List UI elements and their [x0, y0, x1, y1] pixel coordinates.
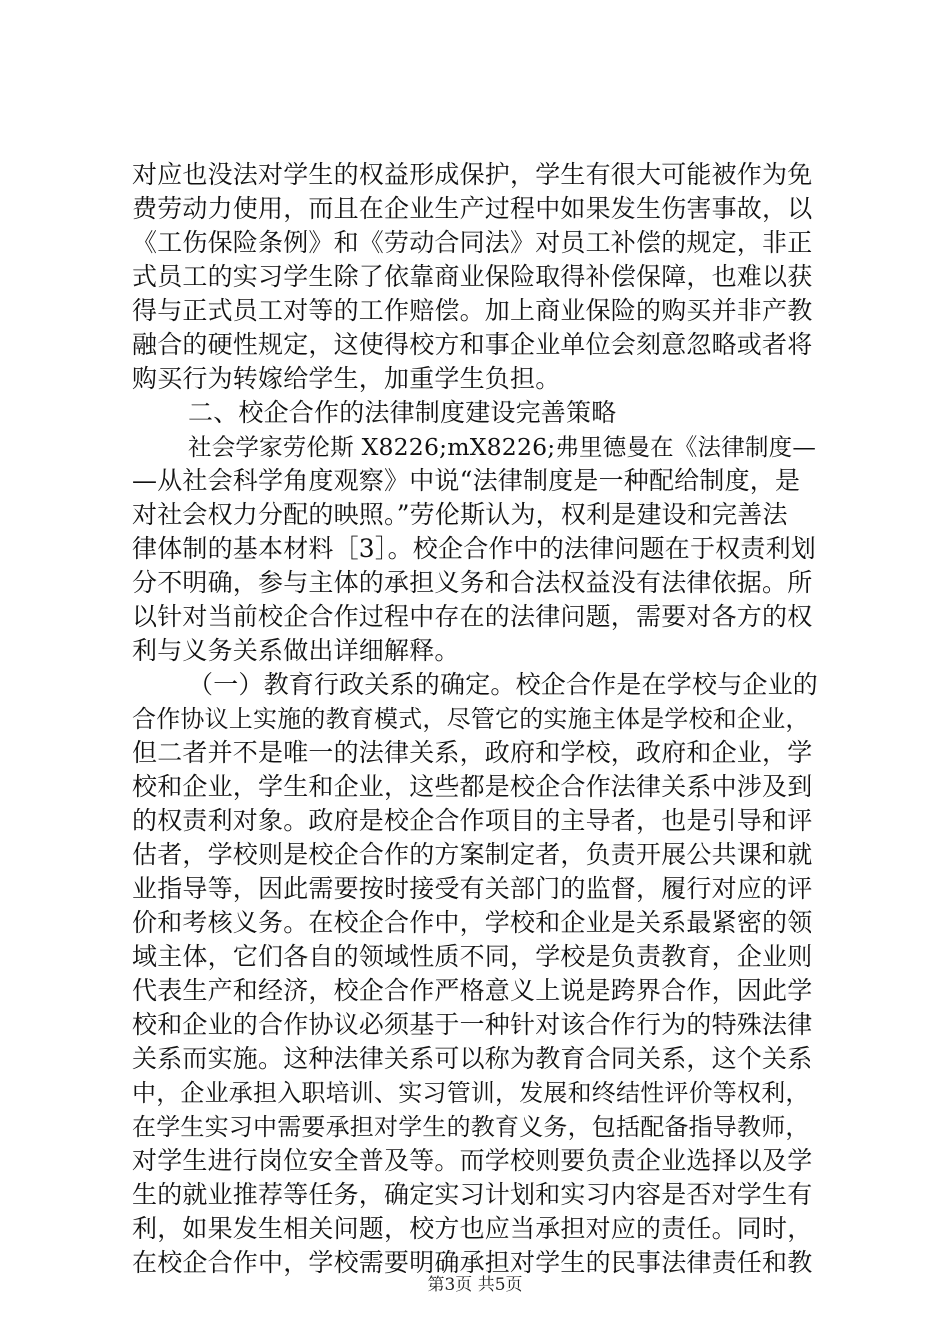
page-footer: 第3页 共5页 — [427, 1275, 523, 1295]
text-line: 《工伤保险条例》和《劳动合同法》对员工补偿的规定，非正 — [132, 228, 813, 257]
text-line: 律体制的基本材料［3］。校企合作中的法律问题在于权责利划 — [132, 534, 817, 563]
text-line: 价和考核义务。在校企合作中，学校和企业是关系最紧密的领 — [132, 908, 813, 937]
text-line: 利与义务关系做出详细解释。 — [132, 636, 460, 665]
text-line: 域主体，它们各自的领域性质不同，学校是负责教育，企业则 — [132, 942, 813, 971]
text-line: 生的就业推荐等任务，确定实习计划和实习内容是否对学生有 — [132, 1180, 813, 1209]
text-line: 费劳动力使用，而且在企业生产过程中如果发生伤害事故，以 — [132, 194, 813, 223]
text-line: 融合的硬性规定，这使得校方和事企业单位会刻意忽略或者将 — [132, 330, 813, 359]
text-line: 对社会权力分配的映照。”劳伦斯认为，权利是建设和完善法 — [132, 500, 788, 529]
text-line: 但二者并不是唯一的法律关系，政府和学校，政府和企业，学 — [132, 738, 813, 767]
text-line: （一）教育行政关系的确定。校企合作是在学校与企业的 — [188, 670, 819, 699]
text-line: 在学生实习中需要承担对学生的教育义务，包括配备指导教师， — [132, 1113, 810, 1141]
text-line: 业指导等，因此需要按时接受有关部门的监督，履行对应的评 — [132, 874, 813, 903]
text-line: 分不明确，参与主体的承担义务和合法权益没有法律依据。所 — [132, 568, 813, 597]
text-line: 式员工的实习学生除了依靠商业保险取得补偿保障，也难以获 — [132, 262, 813, 291]
text-line: 代表生产和经济，校企合作严格意义上说是跨界合作，因此学 — [132, 976, 813, 1005]
text-line: 关系而实施。这种法律关系可以称为教育合同关系，这个关系 — [132, 1044, 813, 1073]
text-line: 利，如果发生相关问题，校方也应当承担对应的责任。同时， — [132, 1214, 813, 1243]
text-line: 二、校企合作的法律制度建设完善策略 — [188, 398, 617, 427]
text-line: 在校企合作中，学校需要明确承担对学生的民事法律责任和教 — [132, 1248, 813, 1277]
text-line: 合作协议上实施的教育模式，尽管它的实施主体是学校和企业， — [132, 705, 810, 733]
text-line: 对应也没法对学生的权益形成保护，学生有很大可能被作为免 — [132, 160, 813, 189]
text-line: 以针对当前校企合作过程中存在的法律问题，需要对各方的权 — [132, 602, 813, 631]
text-line: 对学生进行岗位安全普及等。而学校则要负责企业选择以及学 — [132, 1146, 813, 1175]
text-line: —从社会科学角度观察》中说“法律制度是一种配给制度，是 — [132, 466, 801, 495]
text-line: 的权责利对象。政府是校企合作项目的主导者，也是引导和评 — [132, 806, 813, 835]
text-line: 得与正式员工对等的工作赔偿。加上商业保险的购买并非产教 — [132, 296, 813, 325]
text-line: 校和企业的合作协议必须基于一种针对该合作行为的特殊法律 — [132, 1010, 813, 1039]
text-line: 估者，学校则是校企合作的方案制定者，负责开展公共课和就 — [132, 840, 813, 869]
text-line: 中，企业承担入职培训、实习管训，发展和终结性评价等权利， — [132, 1079, 810, 1107]
text-line: 购买行为转嫁给学生，加重学生负担。 — [132, 364, 561, 393]
text-line: 校和企业，学生和企业，这些都是校企合作法律关系中涉及到 — [132, 772, 813, 801]
text-line: 社会学家劳伦斯 X8226;mX8226;弗里德曼在《法律制度— — [188, 433, 817, 461]
